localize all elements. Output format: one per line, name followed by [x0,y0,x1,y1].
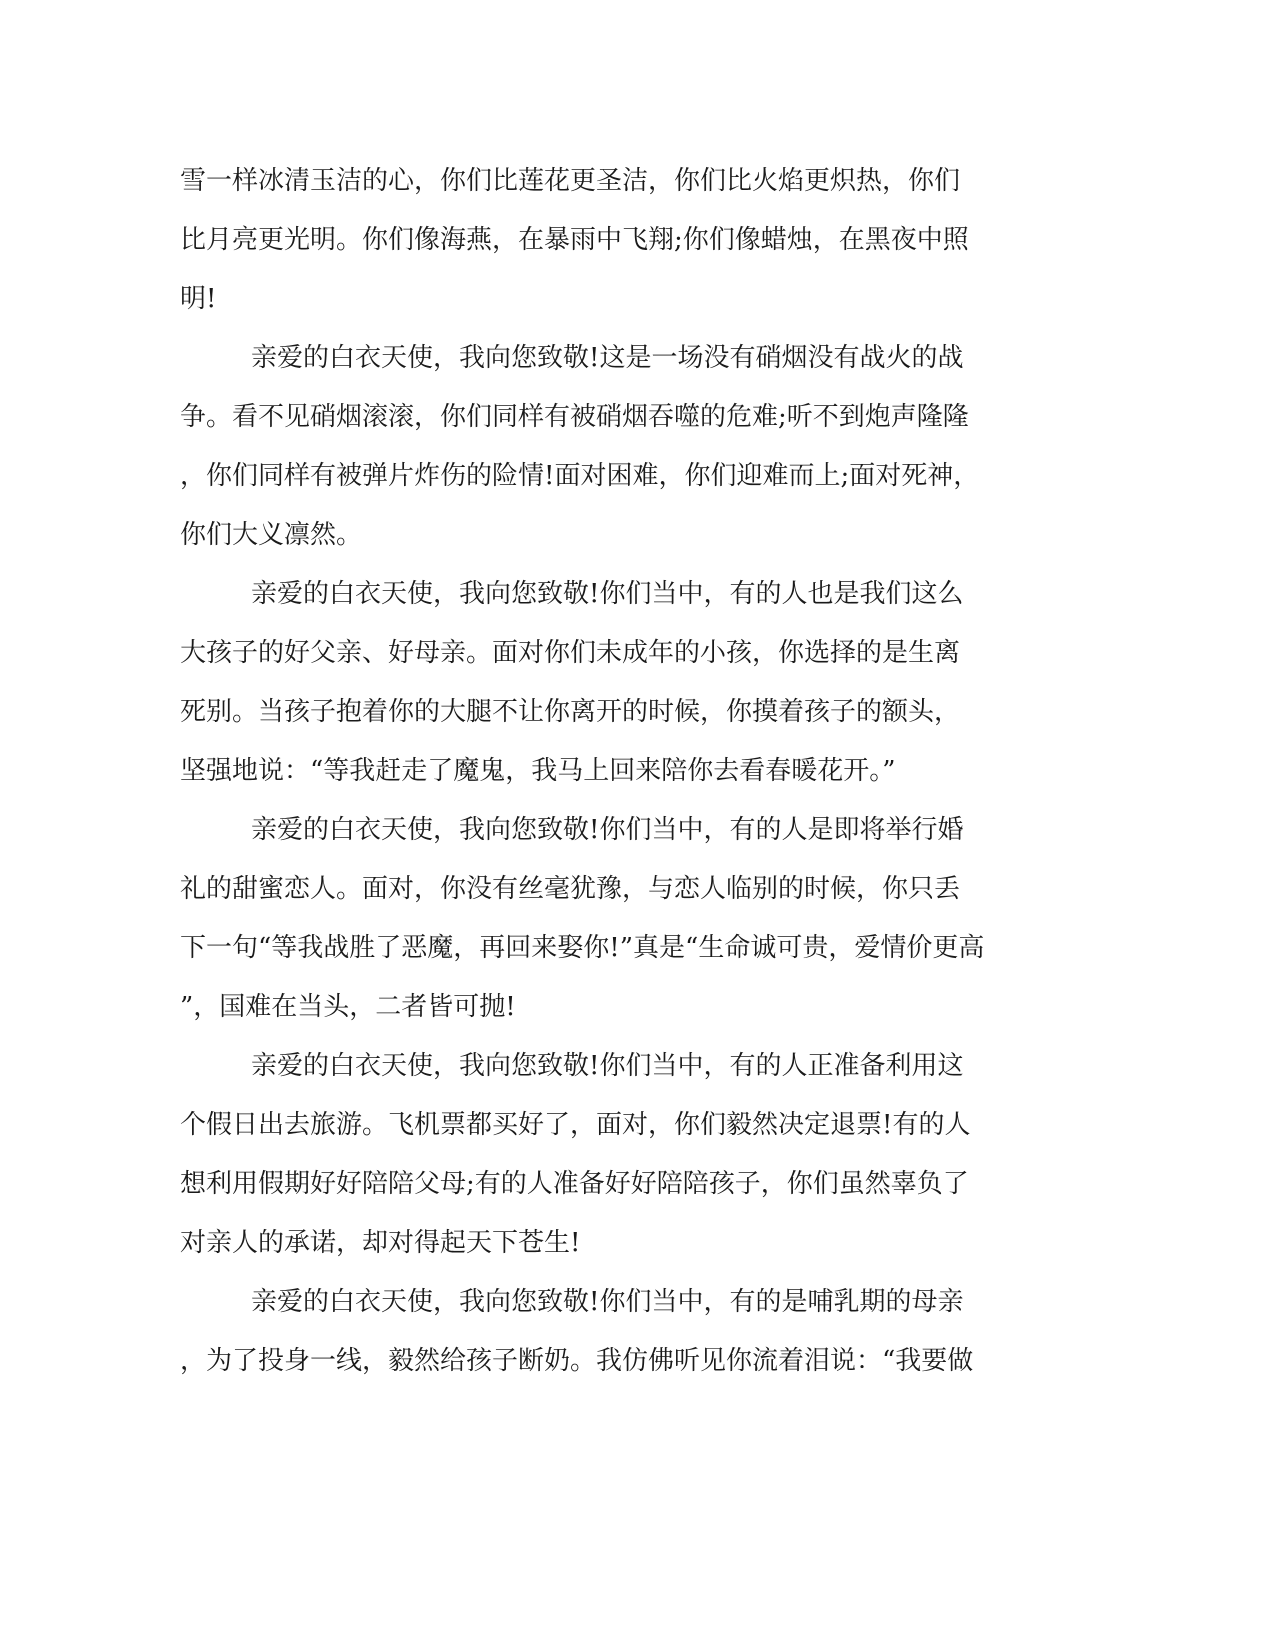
text-line: 争。看不见硝烟滚滚，你们同样有被硝烟吞噬的危难;听不到炮声隆隆 [180,402,969,432]
paragraph-start-line: 亲爱的白衣天使，我向您致敬!你们当中，有的人正准备利用这 [251,1051,964,1081]
text-line: 死别。当孩子抱着你的大腿不让你离开的时候，你摸着孩子的额头， [180,697,961,727]
text-line: 对亲人的承诺，却对得起天下苍生! [180,1228,581,1258]
text-line: 坚强地说：“等我赶走了魔鬼，我马上回来陪你去看春暖花开。” [180,756,896,786]
text-line: 你们大义凛然。 [180,520,363,550]
paragraph-start-line: 亲爱的白衣天使，我向您致敬!这是一场没有硝烟没有战火的战 [251,343,964,373]
text-line: 个假日出去旅游。飞机票都买好了，面对，你们毅然决定退票!有的人 [180,1110,971,1140]
text-line: 礼的甜蜜恋人。面对，你没有丝毫犹豫，与恋人临别的时候，你只丢 [180,874,961,904]
text-line: ”，国难在当头，二者皆可抛! [180,992,516,1022]
text-line: 雪一样冰清玉洁的心，你们比莲花更圣洁，你们比火焰更炽热，你们 [180,166,961,196]
text-line: 想利用假期好好陪陪父母;有的人准备好好陪陪孩子，你们虽然辜负了 [180,1169,969,1199]
text-line: 下一句“等我战胜了恶魔，再回来娶你!”真是“生命诚可贵，爱情价更高 [180,933,985,963]
text-line: 明! [180,284,217,314]
body-text [180,155,1040,1394]
paragraph-start-line: 亲爱的白衣天使，我向您致敬!你们当中，有的人是即将举行婚 [251,815,964,845]
text-line: 大孩子的好父亲、好母亲。面对你们未成年的小孩，你选择的是生离 [180,638,961,668]
text-line: ，你们同样有被弹片炸伤的险情!面对困难，你们迎难而上;面对死神， [180,461,980,491]
text-line: 比月亮更光明。你们像海燕，在暴雨中飞翔;你们像蜡烛，在黑夜中照 [180,225,969,255]
text-line: ，为了投身一线，毅然给孩子断奶。我仿佛听见你流着泪说：“我要做 [180,1346,974,1376]
paragraph-start-line: 亲爱的白衣天使，我向您致敬!你们当中，有的是哺乳期的母亲 [251,1287,964,1317]
paragraph-start-line: 亲爱的白衣天使，我向您致敬!你们当中，有的人也是我们这么 [251,579,964,609]
